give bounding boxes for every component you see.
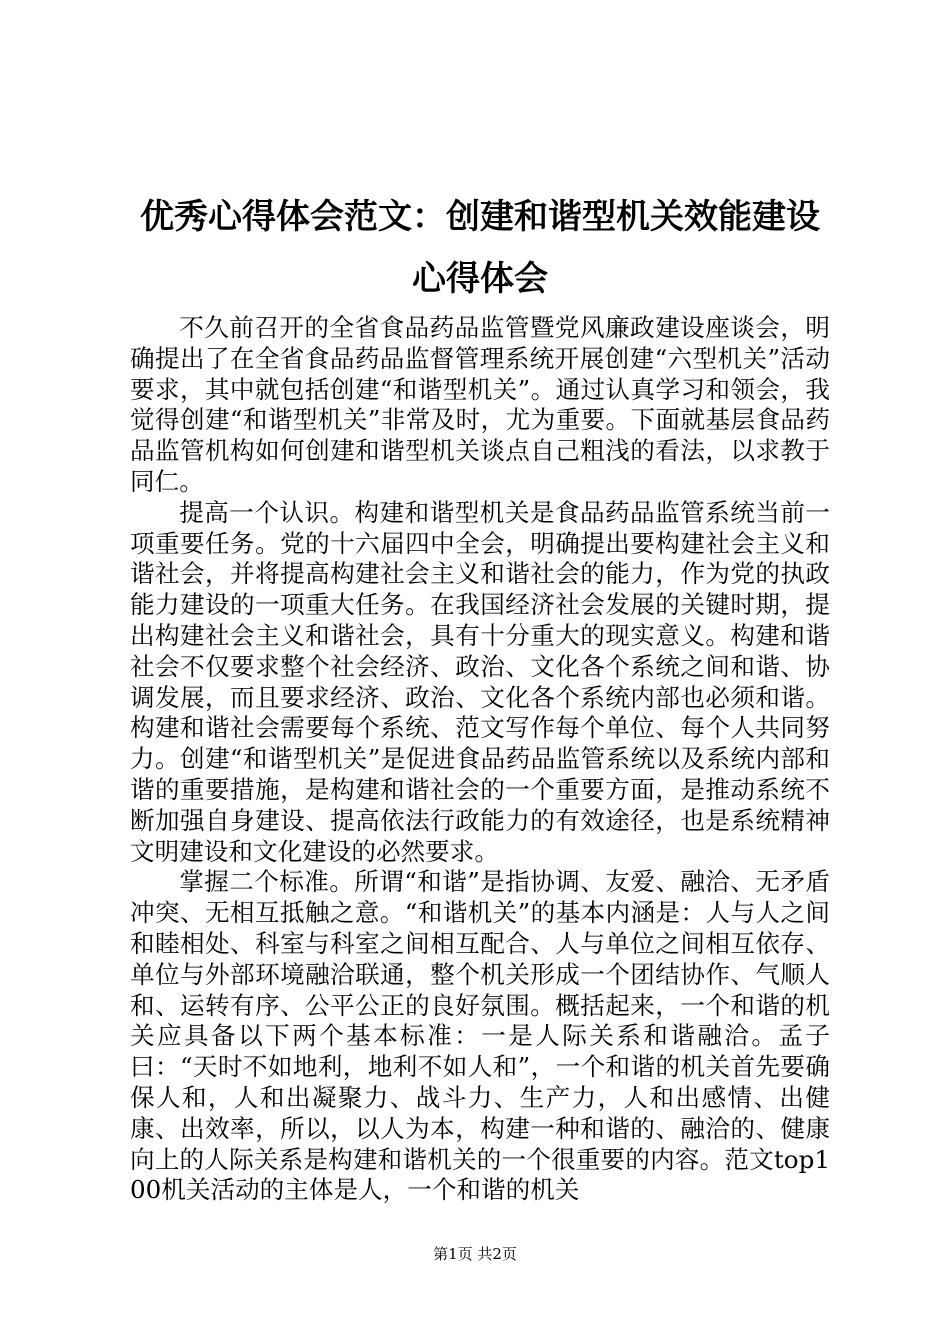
title-line-1: 优秀心得体会范文：创建和谐型机关效能建设 bbox=[140, 197, 820, 237]
page-number-label: 第1页 共2页 bbox=[433, 1245, 517, 1263]
document-page bbox=[130, 186, 830, 1206]
document-title bbox=[130, 186, 830, 310]
paragraph-two-standards: 掌握二个标准。所谓“和谐”是指协调、友爱、融洽、无矛盾冲突、无相互抵触之意。“和谐机关”的基本内涵是：人与人之间和睦相处、科室与科室之间相互配合、人与单位之间相互依存、单位与外部环境融洽联通，整个机关形成一个团结协作、气顺人和、运转有序、公平公正的良好氛围。概括起来，一个和谐的机关应具备以下两个基本标准：一是人际关系和谐融洽。孟子曰：“天时不如地利，地利不如人和”，一个和谐的机关首先要确保人和，人和出凝聚力、战斗力、生产力，人和出感情、出健康、出效率，所以，以人为本，构建一种和谐的、融洽的、健康向上的人际关系是构建和谐机关的一个很重要的内容。范文top100机关活动的主体是人，一个和谐的机关 bbox=[130, 867, 830, 1205]
paragraph-one-understanding: 提高一个认识。构建和谐型机关是食品药品监管系统当前一项重要任务。党的十六届四中全会，明确提出要构建社会主义和谐社会，并将提高构建社会主义和谐社会的能力，作为党的执政能力建设的一项重大任务。在我国经济社会发展的关键时期，提出构建社会主义和谐社会，具有十分重大的现实意义。构建和谐社会不仅要求整个社会经济、政治、文化各个系统之间和谐、协调发展，而且要求经济、政治、文化各个系统内部也必须和谐。构建和谐社会需要每个系统、范文写作每个单位、每个人共同努力。创建“和谐型机关”是促进食品药品监管系统以及系统内部和谐的重要措施，是构建和谐社会的一个重要方面，是推动系统不断加强自身建设、提高依法行政能力的有效途径，也是系统精神文明建设和文化建设的必然要求。 bbox=[130, 497, 830, 866]
title-line-2: 心得体会 bbox=[412, 259, 548, 299]
page-footer bbox=[0, 1244, 950, 1264]
paragraph-intro: 不久前召开的全省食品药品监管暨党风廉政建设座谈会，明确提出了在全省食品药品监督管理系统开展创建“六型机关”活动要求，其中就包括创建“和谐型机关”。通过认真学习和领会，我觉得创建“和谐型机关”非常及时，尤为重要。下面就基层食品药品监管机构如何创建和谐型机关谈点自己粗浅的看法，以求教于同仁。 bbox=[130, 313, 830, 496]
document-body bbox=[130, 313, 830, 1206]
